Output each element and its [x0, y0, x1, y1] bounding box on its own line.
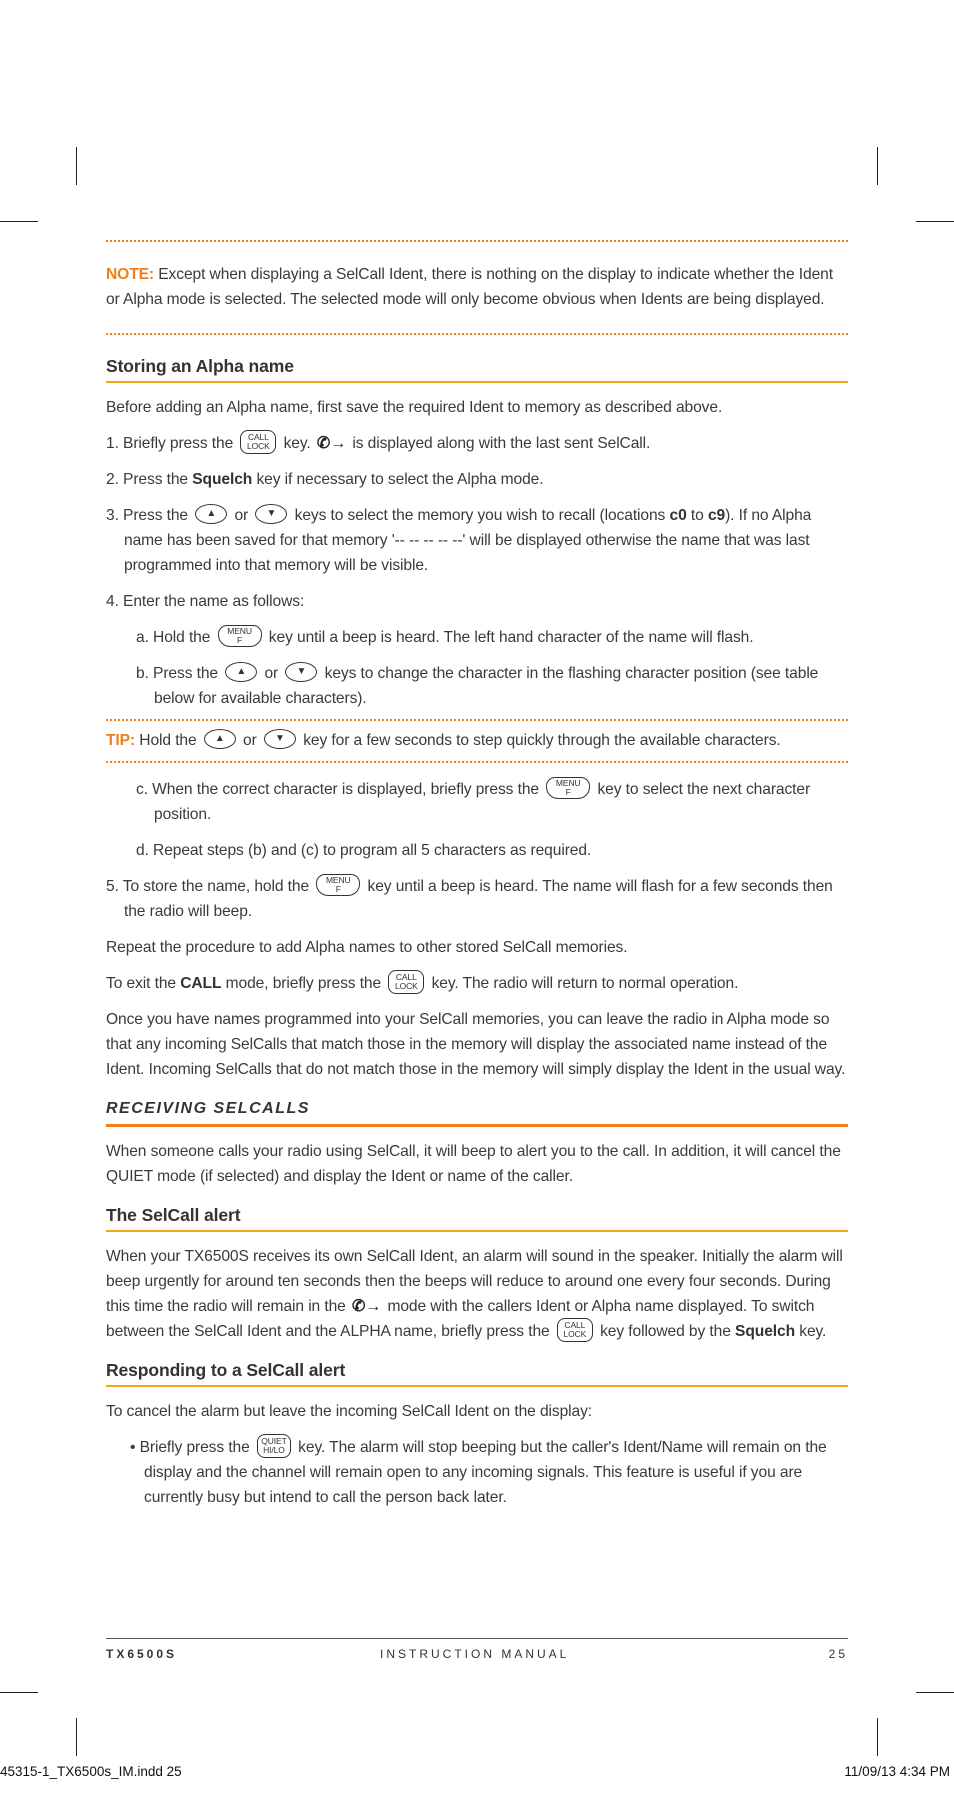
step-3: 3. Press the ▲ or ▼ keys to select the memory you wish to recall (locations c0 to c9). If no Alpha name has been saved for that memory '-- -- -- -- --' will be displayed otherwise the name that was last programmed into that memory will be visible.	[106, 503, 848, 578]
call-symbol-icon: ✆→	[316, 435, 347, 452]
menu-key-icon: MENU F	[218, 625, 262, 647]
note-text: Except when displaying a SelCall Ident, there is nothing on the display to indicate whether the Ident or Alpha mode is selected. The selected mode will only become obvious when Idents are being displayed.	[106, 266, 833, 308]
alert-text: When your TX6500S receives its own SelCall Ident, an alarm will sound in the speaker. Initially the alarm will beep urgently for around ten seconds then the beeps will reduce to around one every four seconds. During this time the radio will remain in the ✆→ mode with the callers Ident or Alpha name displayed. To switch between the SelCall Ident and the ALPHA name, briefly press the CALL LOCK key followed by the Squelch key.	[106, 1248, 843, 1340]
call-symbol-icon: ✆→	[351, 1298, 382, 1315]
down-arrow-key-icon: ▼	[255, 504, 287, 524]
step-4a: a. Hold the MENU F key until a beep is heard. The left hand character of the name will flash.	[136, 625, 754, 646]
quiet-hilo-key-icon: QUIET HI/LO	[257, 1434, 291, 1458]
call-lock-key-icon: CALL LOCK	[388, 970, 424, 994]
step-4d: d. Repeat steps (b) and (c) to program all 5 characters as required.	[136, 842, 592, 859]
step-2: 2. Press the Squelch key if necessary to select the Alpha mode.	[106, 471, 544, 488]
tip-box: TIP: Hold the ▲ or ▼ key for a few seconds to step quickly through the available characters.	[106, 721, 848, 761]
step-1	[106, 431, 848, 456]
crop-mark	[877, 147, 878, 185]
slug-date: 11/09/13 4:34 PM	[844, 1764, 950, 1779]
exit-text: To exit the CALL mode, briefly press the CALL LOCK key. The radio will return to normal operation.	[106, 971, 739, 992]
storing-intro: Before adding an Alpha name, first save the required Ident to memory as described above.	[106, 399, 723, 416]
storing-heading: Storing an Alpha name	[106, 353, 848, 383]
footer-manual: INSTRUCTION MANUAL	[380, 1647, 570, 1661]
slug-file: 45315-1_TX6500s_IM.indd 25	[0, 1764, 182, 1779]
note-label: NOTE:	[106, 266, 155, 283]
step-4: 4. Enter the name as follows:	[106, 593, 305, 610]
crop-mark	[877, 1718, 878, 1756]
call-lock-key-icon: CALL LOCK	[557, 1318, 593, 1342]
receiving-heading: RECEIVING SELCALLS	[106, 1096, 848, 1127]
page-content	[106, 240, 848, 1521]
crop-mark	[0, 1692, 38, 1693]
step-1-key-text: key.	[283, 435, 311, 452]
up-arrow-key-icon: ▲	[204, 729, 236, 749]
note-box	[106, 242, 848, 322]
footer-page-number: 25	[828, 1647, 848, 1661]
note-divider-bottom	[106, 333, 848, 335]
tip-label: TIP:	[106, 732, 136, 749]
call-lock-key-icon: CALL LOCK	[240, 430, 276, 454]
crop-mark	[0, 221, 38, 222]
down-arrow-key-icon: ▼	[285, 662, 317, 682]
down-arrow-key-icon: ▼	[264, 729, 296, 749]
responding-bullet: • Briefly press the QUIET HI/LO key. The alarm will stop beeping but the caller's Ident/Name will remain on the display and the channel will remain open to any incoming signals. This feature is useful if you are currently busy but intend to call the person back later.	[130, 1435, 827, 1506]
menu-key-icon: MENU F	[316, 874, 360, 896]
responding-intro: To cancel the alarm but leave the incoming SelCall Ident on the display:	[106, 1403, 593, 1420]
tip-divider-bottom	[106, 761, 848, 763]
once-text: Once you have names programmed into your SelCall memories, you can leave the radio in Alpha mode so that any incoming SelCalls that match those in the memory will display the associated name instead of the Ident. Incoming SelCalls that do not match those in the memory will simply display the Ident in the usual way.	[106, 1011, 846, 1078]
repeat-text: Repeat the procedure to add Alpha names to other stored SelCall memories.	[106, 939, 628, 956]
page-footer	[106, 1638, 848, 1661]
up-arrow-key-icon: ▲	[225, 662, 257, 682]
crop-mark	[76, 1718, 77, 1756]
step-4c: c. When the correct character is displayed, briefly press the MENU F key to select the next character position.	[136, 777, 811, 823]
menu-key-icon: MENU F	[546, 777, 590, 799]
receiving-text: When someone calls your radio using SelCall, it will beep to alert you to the call. In addition, it will cancel the QUIET mode (if selected) and display the Ident or name of the caller.	[106, 1143, 841, 1185]
footer-model: TX6500S	[106, 1647, 178, 1661]
crop-mark	[916, 221, 954, 222]
up-arrow-key-icon: ▲	[195, 504, 227, 524]
crop-mark	[76, 147, 77, 185]
step-5: 5. To store the name, hold the MENU F key until a beep is heard. The name will flash for a few seconds then the radio will beep.	[106, 874, 833, 920]
step-4b: b. Press the ▲ or ▼ keys to change the character in the flashing character position (see table below for available characters).	[106, 661, 848, 711]
step-1-text: 1. Briefly press the	[106, 435, 234, 452]
alert-heading: The SelCall alert	[106, 1202, 848, 1232]
step-1-tail: is displayed along with the last sent SelCall.	[352, 435, 651, 452]
crop-mark	[916, 1692, 954, 1693]
responding-heading: Responding to a SelCall alert	[106, 1357, 848, 1387]
